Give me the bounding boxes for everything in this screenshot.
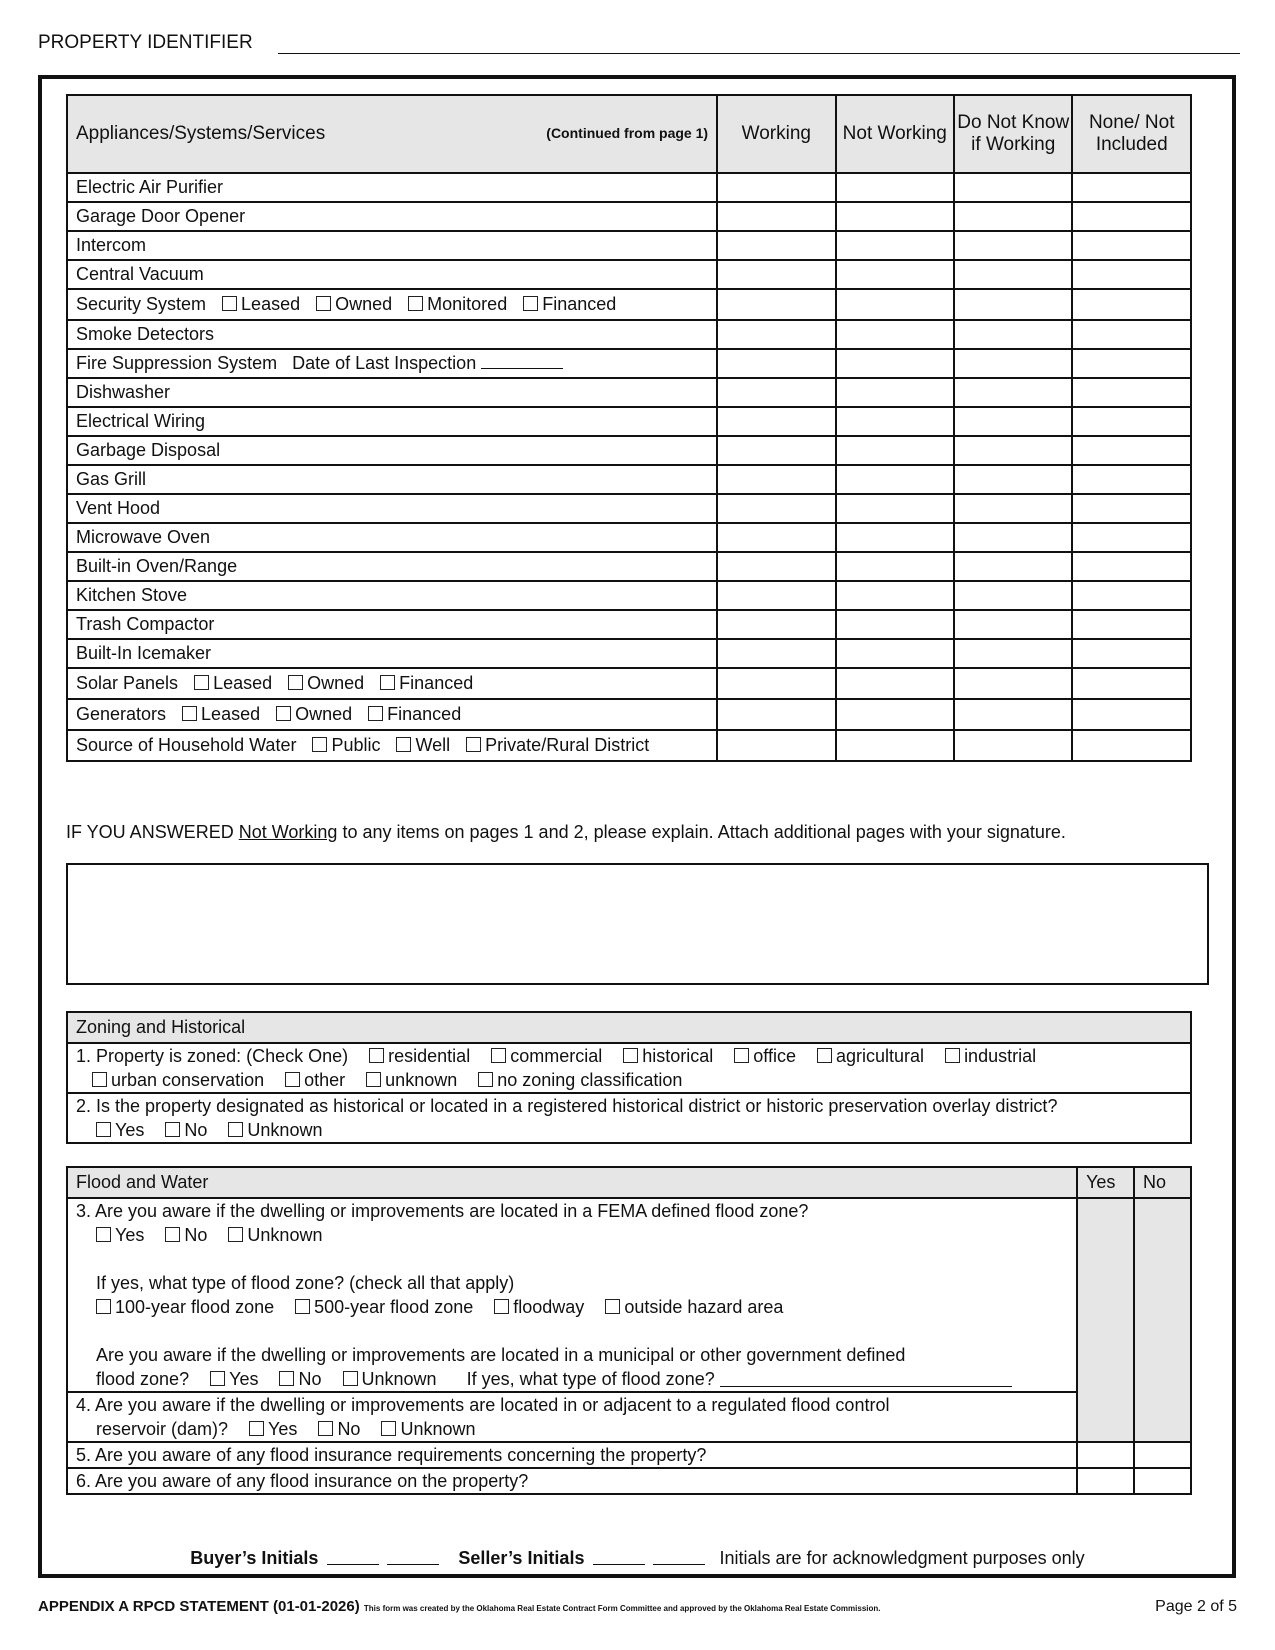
option-label: Leased bbox=[201, 704, 261, 724]
table-row bbox=[67, 260, 1191, 289]
option-label: Financed bbox=[542, 294, 617, 314]
row-label-solar bbox=[67, 668, 717, 699]
zoning-q1-row bbox=[67, 1043, 1191, 1093]
cell-do-not-know[interactable] bbox=[954, 320, 1072, 349]
row-label: Garbage Disposal bbox=[67, 436, 717, 465]
row-label: Dishwasher bbox=[67, 378, 717, 407]
table-row bbox=[67, 552, 1191, 581]
zoning-q2 bbox=[67, 1093, 1191, 1143]
row-label: Built-In Icemaker bbox=[67, 639, 717, 668]
cell-working[interactable] bbox=[717, 320, 835, 349]
option-label: unknown bbox=[385, 1070, 458, 1090]
row-label-fire bbox=[67, 349, 717, 378]
table-row bbox=[67, 407, 1191, 436]
flood-q6-row bbox=[67, 1468, 1191, 1494]
checkbox[interactable] bbox=[491, 1048, 506, 1063]
question-text: 2. Is the property designated as historical or located in a registered historical district or historic preservation overlay district? bbox=[76, 1096, 1058, 1116]
zoning-table bbox=[66, 1011, 1192, 1144]
row-label: Trash Compactor bbox=[67, 610, 717, 639]
col-no: No bbox=[1134, 1167, 1191, 1198]
cell-not-working[interactable] bbox=[836, 552, 954, 581]
cell-not-working[interactable] bbox=[836, 202, 954, 231]
cell-none[interactable] bbox=[1072, 668, 1191, 699]
cell-yes[interactable] bbox=[1077, 1468, 1134, 1494]
cell-do-not-know[interactable] bbox=[954, 730, 1072, 761]
footer bbox=[38, 1598, 880, 1615]
cell-not-working[interactable] bbox=[836, 407, 954, 436]
cell-working[interactable] bbox=[717, 552, 835, 581]
checkbox[interactable] bbox=[295, 1299, 310, 1314]
col-working: Working bbox=[717, 95, 835, 173]
cell-none[interactable] bbox=[1072, 494, 1191, 523]
cell-not-working[interactable] bbox=[836, 523, 954, 552]
option-label: urban conservation bbox=[111, 1070, 265, 1090]
property-identifier-label: PROPERTY IDENTIFIER bbox=[38, 32, 253, 53]
cell-none[interactable] bbox=[1072, 407, 1191, 436]
cell-not-working[interactable] bbox=[836, 349, 954, 378]
option-label: No bbox=[337, 1419, 361, 1439]
cell-working[interactable] bbox=[717, 378, 835, 407]
explain-suffix: to any items on pages 1 and 2, please explain. Attach additional pages with your signature. bbox=[342, 822, 1066, 842]
cell-working[interactable] bbox=[717, 407, 835, 436]
cell-not-working[interactable] bbox=[836, 699, 954, 730]
option-label: No bbox=[298, 1369, 322, 1389]
option-label: floodway bbox=[513, 1297, 585, 1317]
cell-yes[interactable] bbox=[1077, 1442, 1134, 1468]
cell-do-not-know[interactable] bbox=[954, 494, 1072, 523]
cell-none[interactable] bbox=[1072, 202, 1191, 231]
shaded-no bbox=[1134, 1198, 1191, 1442]
row-label: Source of Household Water bbox=[76, 735, 297, 755]
checkbox[interactable] bbox=[288, 675, 303, 690]
cell-not-working[interactable] bbox=[836, 378, 954, 407]
table-row bbox=[67, 730, 1191, 761]
explain-underlined: Not Working bbox=[238, 822, 338, 842]
option-label: Financed bbox=[399, 673, 474, 693]
row-label: Microwave Oven bbox=[67, 523, 717, 552]
option-label: Private/Rural District bbox=[485, 735, 650, 755]
option-label: Owned bbox=[335, 294, 393, 314]
option-label: Public bbox=[331, 735, 381, 755]
row-label: Vent Hood bbox=[67, 494, 717, 523]
checkbox[interactable] bbox=[408, 296, 423, 311]
row-label: Smoke Detectors bbox=[67, 320, 717, 349]
option-label: office bbox=[753, 1046, 796, 1066]
table-row bbox=[67, 494, 1191, 523]
buyer-initials-label: Buyer’s Initials bbox=[190, 1548, 319, 1568]
option-label: other bbox=[304, 1070, 346, 1090]
checkbox[interactable] bbox=[312, 737, 327, 752]
appliances-title: Appliances/Systems/Services bbox=[76, 123, 326, 144]
appliances-table bbox=[66, 94, 1192, 762]
question-text: If yes, what type of flood zone? (check all that apply) bbox=[96, 1273, 515, 1293]
cell-working[interactable] bbox=[717, 668, 835, 699]
checkbox[interactable] bbox=[249, 1421, 264, 1436]
cell-not-working[interactable] bbox=[836, 173, 954, 202]
checkbox[interactable] bbox=[817, 1048, 832, 1063]
question-text: If yes, what type of flood zone? bbox=[466, 1369, 715, 1389]
buyer-initials-field[interactable] bbox=[327, 1550, 379, 1565]
row-label: Security System bbox=[76, 294, 207, 314]
cell-do-not-know[interactable] bbox=[954, 378, 1072, 407]
zoning-q1 bbox=[67, 1043, 1191, 1093]
row-label-security bbox=[67, 289, 717, 320]
table-row bbox=[67, 173, 1191, 202]
flood-q4-row bbox=[67, 1392, 1191, 1442]
cell-do-not-know[interactable] bbox=[954, 231, 1072, 260]
question-text: Are you aware if the dwelling or improvements are located in a municipal or other government defined bbox=[96, 1345, 906, 1365]
cell-working[interactable] bbox=[717, 465, 835, 494]
table-row bbox=[67, 202, 1191, 231]
option-label: historical bbox=[642, 1046, 714, 1066]
table-row bbox=[67, 699, 1191, 730]
option-label: Unknown bbox=[247, 1225, 323, 1245]
option-label: no zoning classification bbox=[497, 1070, 683, 1090]
option-label: commercial bbox=[510, 1046, 603, 1066]
checkbox[interactable] bbox=[368, 706, 383, 721]
flood-q3-row bbox=[67, 1198, 1191, 1392]
question-text: reservoir (dam)? bbox=[96, 1419, 229, 1439]
checkbox[interactable] bbox=[316, 296, 331, 311]
cell-none[interactable] bbox=[1072, 465, 1191, 494]
table-row bbox=[67, 289, 1191, 320]
checkbox[interactable] bbox=[343, 1371, 358, 1386]
option-label: Leased bbox=[241, 294, 301, 314]
option-label: residential bbox=[388, 1046, 471, 1066]
table-row bbox=[67, 378, 1191, 407]
cell-working[interactable] bbox=[717, 436, 835, 465]
row-label-generators bbox=[67, 699, 717, 730]
cell-do-not-know[interactable] bbox=[954, 610, 1072, 639]
cell-not-working[interactable] bbox=[836, 730, 954, 761]
page-number: Page 2 of 5 bbox=[1155, 1598, 1237, 1615]
cell-do-not-know[interactable] bbox=[954, 260, 1072, 289]
cell-not-working[interactable] bbox=[836, 610, 954, 639]
cell-working[interactable] bbox=[717, 523, 835, 552]
option-label: Financed bbox=[387, 704, 462, 724]
row-label: Fire Suppression System bbox=[76, 353, 278, 373]
row-label-water bbox=[67, 730, 717, 761]
row-label: Solar Panels bbox=[76, 673, 179, 693]
cell-do-not-know[interactable] bbox=[954, 552, 1072, 581]
cell-working[interactable] bbox=[717, 260, 835, 289]
property-identifier-field[interactable] bbox=[278, 53, 1240, 54]
row-label: Gas Grill bbox=[67, 465, 717, 494]
table-row bbox=[67, 320, 1191, 349]
option-label: Unknown bbox=[247, 1120, 323, 1140]
checkbox[interactable] bbox=[194, 675, 209, 690]
checkbox[interactable] bbox=[228, 1227, 243, 1242]
checkbox[interactable] bbox=[276, 706, 291, 721]
option-label: agricultural bbox=[836, 1046, 925, 1066]
seller-initials-label: Seller’s Initials bbox=[458, 1548, 585, 1568]
cell-none[interactable] bbox=[1072, 639, 1191, 668]
cell-not-working[interactable] bbox=[836, 231, 954, 260]
col-do-not-know: Do Not Know if Working bbox=[954, 95, 1072, 173]
flood-q5: 5. Are you aware of any flood insurance requirements concerning the property? bbox=[67, 1442, 1077, 1468]
cell-none[interactable] bbox=[1072, 289, 1191, 320]
checkbox[interactable] bbox=[381, 1421, 396, 1436]
col-not-working: Not Working bbox=[836, 95, 954, 173]
cell-not-working[interactable] bbox=[836, 260, 954, 289]
table-row bbox=[67, 231, 1191, 260]
checkbox[interactable] bbox=[165, 1122, 180, 1137]
cell-working[interactable] bbox=[717, 231, 835, 260]
cell-not-working[interactable] bbox=[836, 494, 954, 523]
checkbox[interactable] bbox=[285, 1072, 300, 1087]
row-label: Electric Air Purifier bbox=[67, 173, 717, 202]
seller-initials-field[interactable] bbox=[593, 1550, 645, 1565]
row-label: Garage Door Opener bbox=[67, 202, 717, 231]
inspection-date-field[interactable] bbox=[481, 354, 563, 369]
flood-q6: 6. Are you aware of any flood insurance on the property? bbox=[67, 1468, 1077, 1494]
table-row bbox=[67, 349, 1191, 378]
option-label: Unknown bbox=[361, 1369, 437, 1389]
cell-working[interactable] bbox=[717, 610, 835, 639]
flood-q3 bbox=[67, 1198, 1077, 1392]
flood-q5-row bbox=[67, 1442, 1191, 1468]
continued-note: (Continued from page 1) bbox=[546, 125, 709, 141]
zoning-q2-row bbox=[67, 1093, 1191, 1143]
cell-do-not-know[interactable] bbox=[954, 349, 1072, 378]
row-label: Electrical Wiring bbox=[67, 407, 717, 436]
option-label: Well bbox=[415, 735, 451, 755]
cell-none[interactable] bbox=[1072, 260, 1191, 289]
cell-not-working[interactable] bbox=[836, 289, 954, 320]
option-label: Yes bbox=[115, 1225, 145, 1245]
checkbox[interactable] bbox=[494, 1299, 509, 1314]
cell-working[interactable] bbox=[717, 494, 835, 523]
table-row bbox=[67, 523, 1191, 552]
seller-initials-field[interactable] bbox=[653, 1550, 705, 1565]
cell-do-not-know[interactable] bbox=[954, 668, 1072, 699]
cell-none[interactable] bbox=[1072, 523, 1191, 552]
checkbox[interactable] bbox=[369, 1048, 384, 1063]
appliances-header-row bbox=[67, 95, 1191, 173]
cell-working[interactable] bbox=[717, 289, 835, 320]
checkbox[interactable] bbox=[623, 1048, 638, 1063]
explanation-textarea[interactable] bbox=[66, 863, 1209, 985]
checkbox[interactable] bbox=[92, 1072, 107, 1087]
checkbox[interactable] bbox=[380, 675, 395, 690]
cell-do-not-know[interactable] bbox=[954, 523, 1072, 552]
option-label: Yes bbox=[115, 1120, 145, 1140]
row-label: Generators bbox=[76, 704, 167, 724]
cell-working[interactable] bbox=[717, 349, 835, 378]
table-row bbox=[67, 581, 1191, 610]
cell-none[interactable] bbox=[1072, 320, 1191, 349]
cell-do-not-know[interactable] bbox=[954, 699, 1072, 730]
cell-not-working[interactable] bbox=[836, 465, 954, 494]
option-label: Owned bbox=[295, 704, 353, 724]
cell-working[interactable] bbox=[717, 730, 835, 761]
cell-not-working[interactable] bbox=[836, 639, 954, 668]
option-label: Leased bbox=[213, 673, 273, 693]
checkbox[interactable] bbox=[279, 1371, 294, 1386]
cell-none[interactable] bbox=[1072, 349, 1191, 378]
table-row bbox=[67, 610, 1191, 639]
footer-title: APPENDIX A RPCD STATEMENT (01-01-2026) bbox=[38, 1598, 360, 1615]
cell-working[interactable] bbox=[717, 639, 835, 668]
flood-q4 bbox=[67, 1392, 1077, 1442]
checkbox[interactable] bbox=[318, 1421, 333, 1436]
option-label: industrial bbox=[964, 1046, 1037, 1066]
cell-not-working[interactable] bbox=[836, 581, 954, 610]
table-row bbox=[67, 668, 1191, 699]
checkbox[interactable] bbox=[734, 1048, 749, 1063]
appliances-title-cell bbox=[67, 95, 717, 173]
option-label: No bbox=[184, 1120, 208, 1140]
checkbox[interactable] bbox=[182, 706, 197, 721]
initials-note: Initials are for acknowledgment purposes only bbox=[719, 1548, 1085, 1568]
checkbox[interactable] bbox=[96, 1227, 111, 1242]
row-label: Central Vacuum bbox=[67, 260, 717, 289]
question-text: 3. Are you aware if the dwelling or improvements are located in a FEMA defined flood zone? bbox=[76, 1201, 809, 1221]
cell-do-not-know[interactable] bbox=[954, 407, 1072, 436]
cell-working[interactable] bbox=[717, 202, 835, 231]
cell-do-not-know[interactable] bbox=[954, 289, 1072, 320]
cell-working[interactable] bbox=[717, 581, 835, 610]
checkbox[interactable] bbox=[523, 296, 538, 311]
checkbox[interactable] bbox=[605, 1299, 620, 1314]
question-text: 4. Are you aware if the dwelling or improvements are located in or adjacent to a regulated flood control bbox=[76, 1395, 890, 1415]
cell-none[interactable] bbox=[1072, 581, 1191, 610]
cell-do-not-know[interactable] bbox=[954, 581, 1072, 610]
checkbox[interactable] bbox=[222, 296, 237, 311]
checkbox[interactable] bbox=[366, 1072, 381, 1087]
cell-not-working[interactable] bbox=[836, 668, 954, 699]
cell-do-not-know[interactable] bbox=[954, 436, 1072, 465]
option-label: Owned bbox=[307, 673, 365, 693]
explain-instruction bbox=[66, 822, 1066, 843]
cell-working[interactable] bbox=[717, 173, 835, 202]
checkbox[interactable] bbox=[396, 737, 411, 752]
explain-prefix: IF YOU ANSWERED bbox=[66, 822, 234, 842]
checkbox[interactable] bbox=[165, 1227, 180, 1242]
table-row bbox=[67, 465, 1191, 494]
cell-not-working[interactable] bbox=[836, 436, 954, 465]
cell-none[interactable] bbox=[1072, 173, 1191, 202]
cell-working[interactable] bbox=[717, 699, 835, 730]
table-row bbox=[67, 436, 1191, 465]
option-label: Yes bbox=[268, 1419, 298, 1439]
cell-none[interactable] bbox=[1072, 610, 1191, 639]
cell-none[interactable] bbox=[1072, 436, 1191, 465]
col-yes: Yes bbox=[1077, 1167, 1134, 1198]
cell-none[interactable] bbox=[1072, 378, 1191, 407]
table-row bbox=[67, 639, 1191, 668]
option-label: No bbox=[184, 1225, 208, 1245]
checkbox[interactable] bbox=[96, 1299, 111, 1314]
option-label: outside hazard area bbox=[624, 1297, 784, 1317]
initials-line bbox=[0, 1548, 1275, 1569]
cell-none[interactable] bbox=[1072, 730, 1191, 761]
checkbox[interactable] bbox=[96, 1122, 111, 1137]
checkbox[interactable] bbox=[466, 737, 481, 752]
inspection-date-label: Date of Last Inspection bbox=[292, 353, 477, 373]
cell-do-not-know[interactable] bbox=[954, 173, 1072, 202]
cell-none[interactable] bbox=[1072, 699, 1191, 730]
row-label: Kitchen Stove bbox=[67, 581, 717, 610]
cell-none[interactable] bbox=[1072, 231, 1191, 260]
cell-do-not-know[interactable] bbox=[954, 639, 1072, 668]
shaded-yes bbox=[1077, 1198, 1134, 1442]
cell-none[interactable] bbox=[1072, 552, 1191, 581]
footer-small-print: This form was created by the Oklahoma Real Estate Contract Form Committee and approved by the Oklahoma Real Estate Commission. bbox=[363, 1604, 881, 1613]
zoning-title: Zoning and Historical bbox=[67, 1012, 1191, 1043]
question-text: flood zone? bbox=[96, 1369, 190, 1389]
option-label: Yes bbox=[229, 1369, 259, 1389]
checkbox[interactable] bbox=[945, 1048, 960, 1063]
checkbox[interactable] bbox=[478, 1072, 493, 1087]
question-text: 1. Property is zoned: (Check One) bbox=[76, 1046, 349, 1066]
flood-table bbox=[66, 1166, 1192, 1495]
option-label: Monitored bbox=[427, 294, 508, 314]
option-label: 100-year flood zone bbox=[115, 1297, 275, 1317]
flood-title: Flood and Water bbox=[67, 1167, 1077, 1198]
row-label: Intercom bbox=[67, 231, 717, 260]
cell-do-not-know[interactable] bbox=[954, 465, 1072, 494]
cell-no[interactable] bbox=[1134, 1468, 1191, 1494]
cell-do-not-know[interactable] bbox=[954, 202, 1072, 231]
buyer-initials-field[interactable] bbox=[387, 1550, 439, 1565]
checkbox[interactable] bbox=[228, 1122, 243, 1137]
row-label: Built-in Oven/Range bbox=[67, 552, 717, 581]
flood-zone-type-field[interactable] bbox=[720, 1370, 1012, 1387]
cell-no[interactable] bbox=[1134, 1442, 1191, 1468]
col-none: None/ Not Included bbox=[1072, 95, 1191, 173]
checkbox[interactable] bbox=[210, 1371, 225, 1386]
option-label: 500-year flood zone bbox=[314, 1297, 474, 1317]
option-label: Unknown bbox=[400, 1419, 476, 1439]
cell-not-working[interactable] bbox=[836, 320, 954, 349]
